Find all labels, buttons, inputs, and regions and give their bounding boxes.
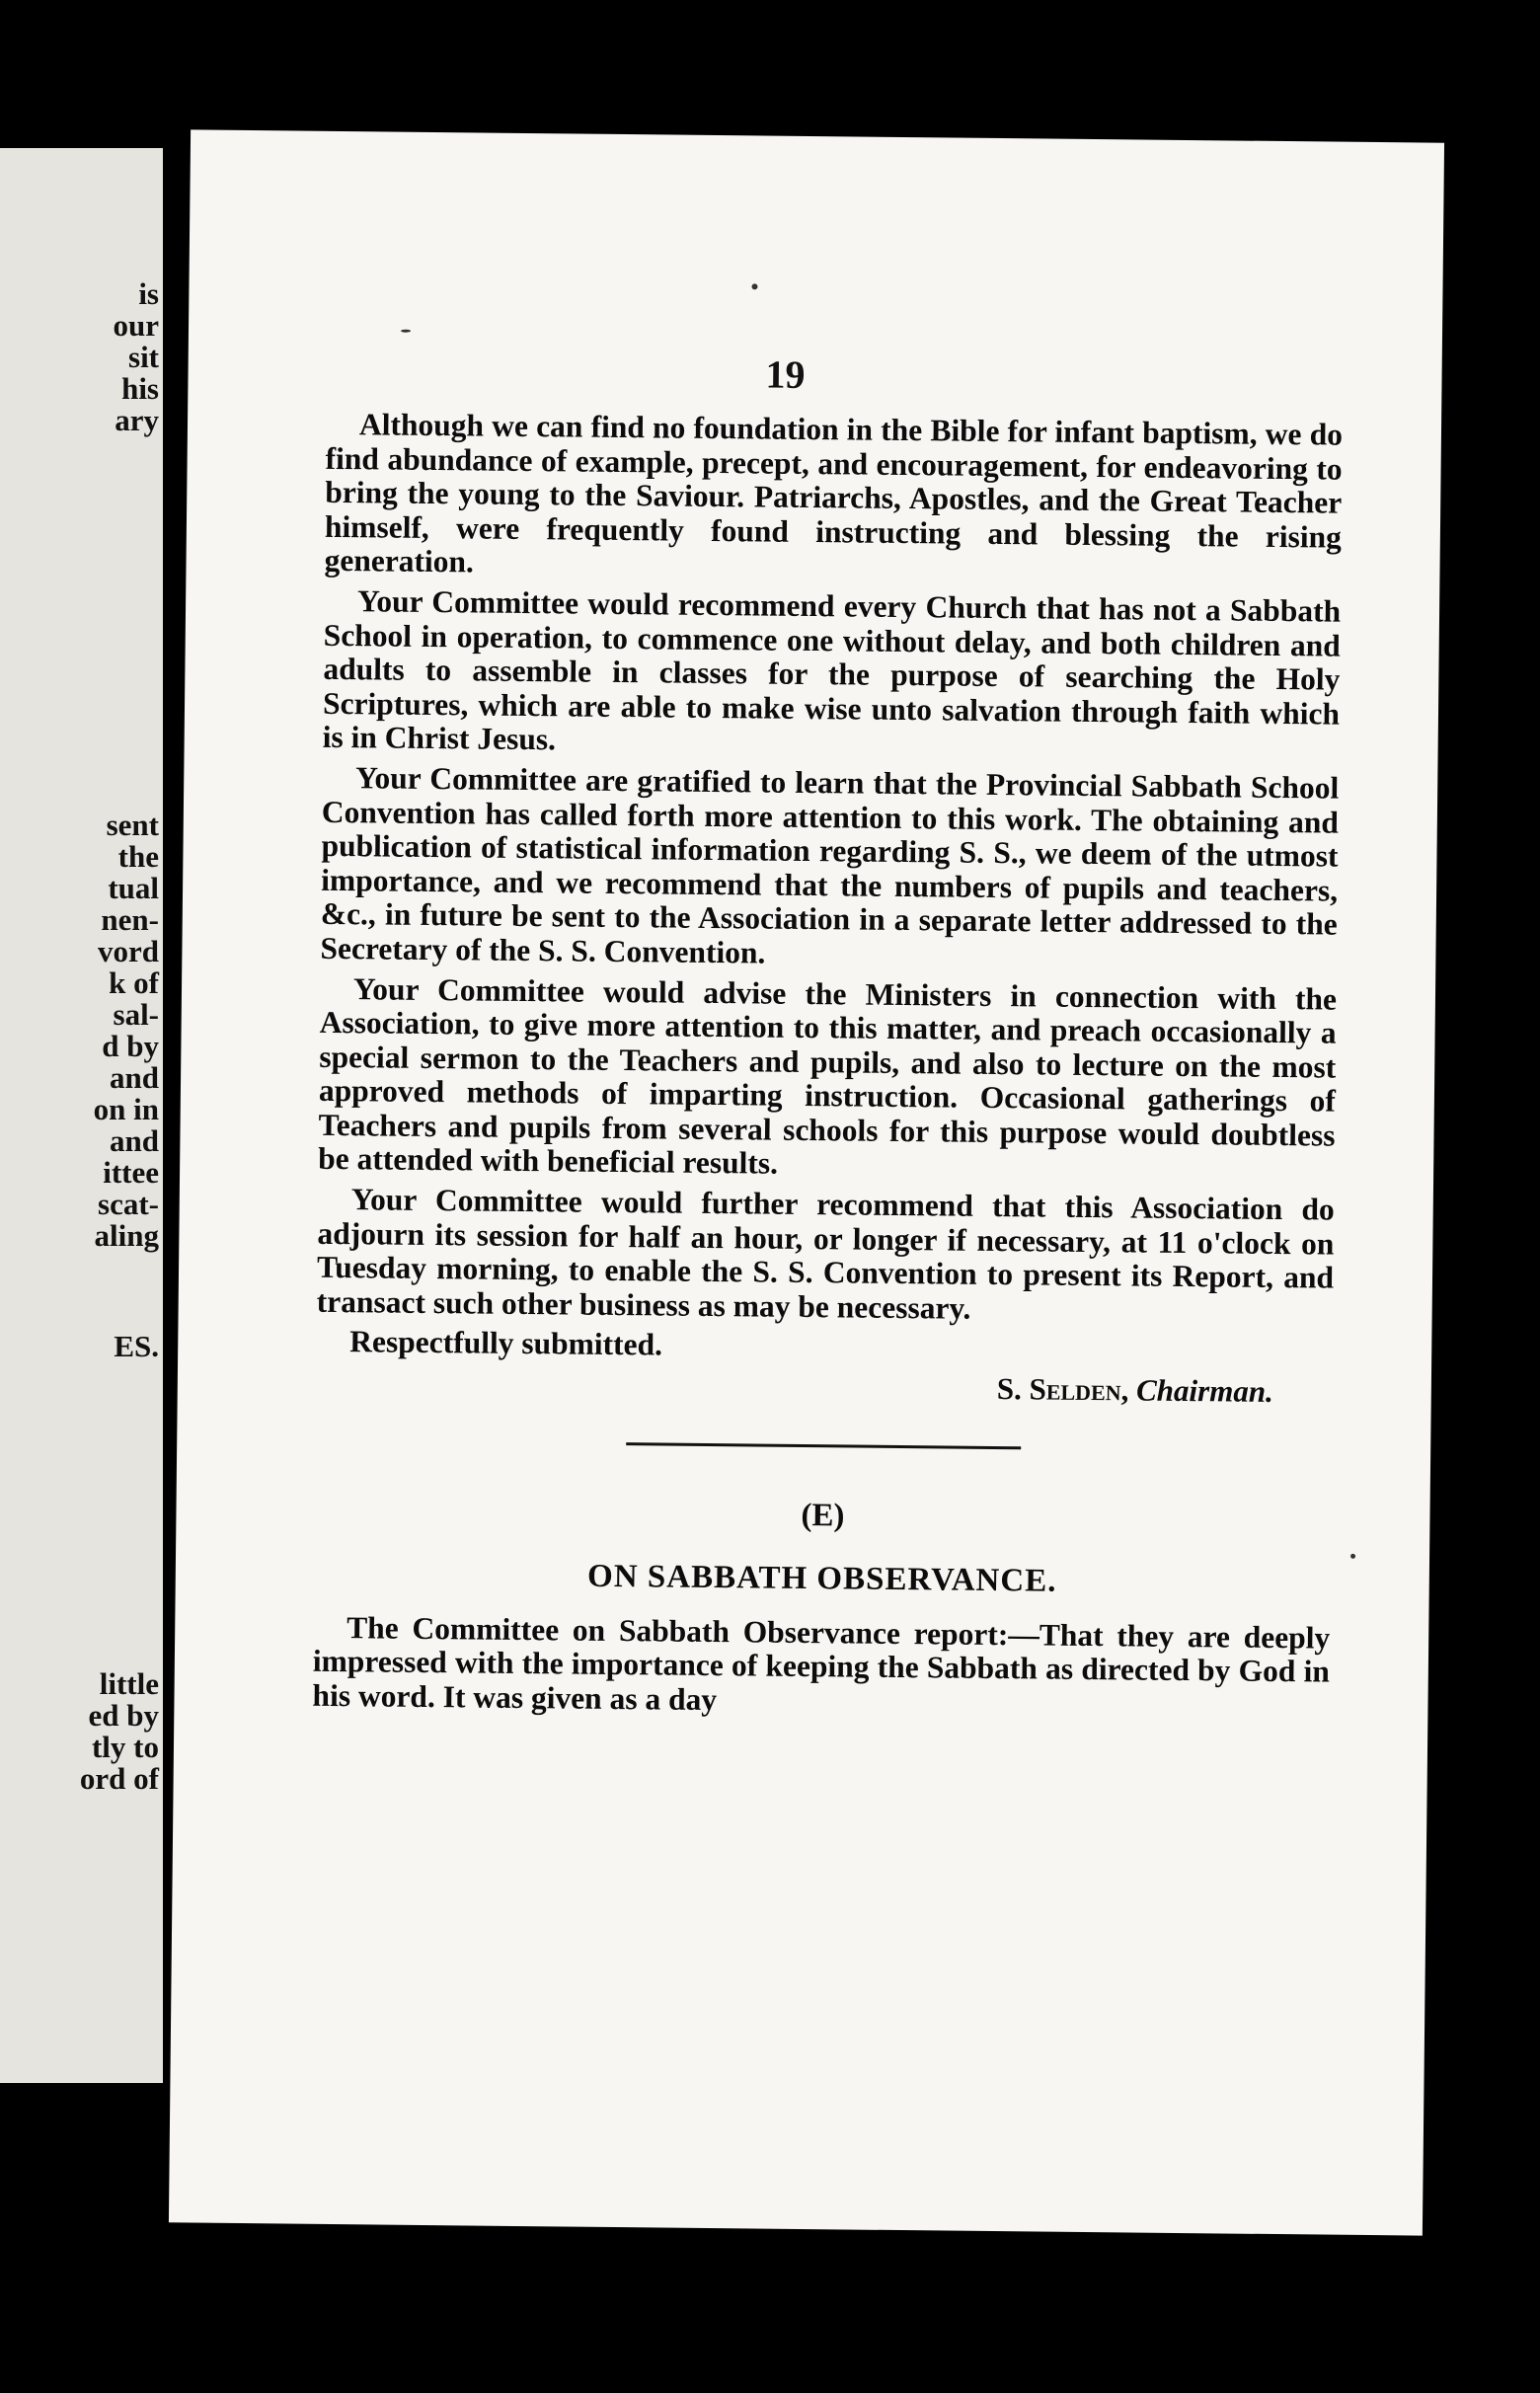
book-page xyxy=(169,129,1444,2235)
facing-page-line: scat- xyxy=(98,1187,159,1221)
paragraph-ministers: Your Committee would advise the Ministers in connection with the Association, to give more attention to this matter, and preach occasionally a special sermon to the Teachers and pupils, and also to lecture on the most approved methods of imparting instruction. Occasional gatherings of Teachers and pupils from several schools for this purpose would doubtless be attended with beneficial results. xyxy=(318,970,1338,1182)
facing-page-line: the xyxy=(117,839,159,874)
signature xyxy=(316,1365,1333,1410)
facing-page-fragment xyxy=(0,148,163,2083)
facing-page-line: ord of xyxy=(79,1761,159,1796)
ink-speck xyxy=(401,330,411,333)
facing-page-line: sit xyxy=(128,340,159,374)
signature-title: Chairman. xyxy=(1135,1372,1273,1409)
ink-speck xyxy=(751,283,757,289)
facing-page-line: on in xyxy=(93,1092,159,1126)
section-letter: (E) xyxy=(801,1497,845,1534)
paragraph-submitted: Respectfully submitted. xyxy=(349,1324,663,1362)
facing-page-line: and xyxy=(110,1060,159,1095)
facing-page-line: our xyxy=(113,308,159,343)
paragraph-infant-baptism: Although we can find no foundation in the Bible for infant baptism, we do find abundance of example, precept, and encouragement, for endeavoring to bring the young to the Saviour. Patriarchs, Apostles, and the Great Teacher himself, were frequently found instructing and blessing the rising generation. xyxy=(324,407,1344,579)
facing-page-line: k of xyxy=(109,965,159,1000)
paragraph-sabbath-school: Your Committee would recommend every Church that has not a Sabbath School in operation, to commence one without delay, and both children and adults to assemble in classes for the purpose of searching the Holy Scriptures, which are able to make wise unto salvation through faith which is in Christ Jesus. xyxy=(322,583,1342,757)
paragraph-adjourn: Your Committee would further recommend that this Association do adjourn its session for half an hour, or longer if necessary, at 11 o'clock on Tuesday morning, to enable the S. S. Convention to present its Report, and transact such other business as may be necessary. xyxy=(316,1182,1335,1326)
facing-page-line: little xyxy=(99,1666,159,1701)
facing-page-line: sal- xyxy=(113,997,159,1032)
facing-page-line: d by xyxy=(102,1029,159,1063)
facing-page-line: his xyxy=(121,371,159,406)
facing-page-line: ES. xyxy=(114,1329,159,1363)
facing-page-line: ary xyxy=(115,403,159,437)
paragraph-sabbath-observance: The Committee on Sabbath Observance report:—That they are deeply impressed with the importance of keeping the Sabbath as directed by God in his word. It was given as a day xyxy=(312,1609,1331,1718)
facing-page-line: and xyxy=(110,1123,159,1158)
facing-page-line: ed by xyxy=(88,1698,159,1733)
facing-page-line: aling xyxy=(94,1218,159,1253)
facing-page-line: is xyxy=(138,276,159,311)
facing-page-line: tly to xyxy=(91,1730,159,1764)
facing-page-line: nen- xyxy=(101,902,159,937)
section-title: ON SABBATH OBSERVANCE. xyxy=(586,1558,1057,1599)
facing-page-line: vord xyxy=(98,934,159,968)
facing-page-line: ittee xyxy=(103,1155,159,1190)
paragraph-convention: Your Committee are gratified to learn that the Provincial Sabbath School Convention has called forth more attention to this work. The obtaining and publication of statistical information regarding S. S., we deem of the utmost importance, and we recommend that the numbers of pupils and teachers, &c., in future be sent to the Association in a separate letter addressed to the Secretary of the S. S. Convention. xyxy=(320,760,1340,970)
facing-page-line: tual xyxy=(108,871,159,905)
ink-speck xyxy=(1350,1554,1355,1559)
page-number: 19 xyxy=(765,351,806,397)
section-divider xyxy=(626,1442,1021,1449)
signature-name: S. Selden, xyxy=(996,1371,1129,1408)
page-body xyxy=(312,408,1343,1730)
facing-page-line: sent xyxy=(106,808,159,842)
